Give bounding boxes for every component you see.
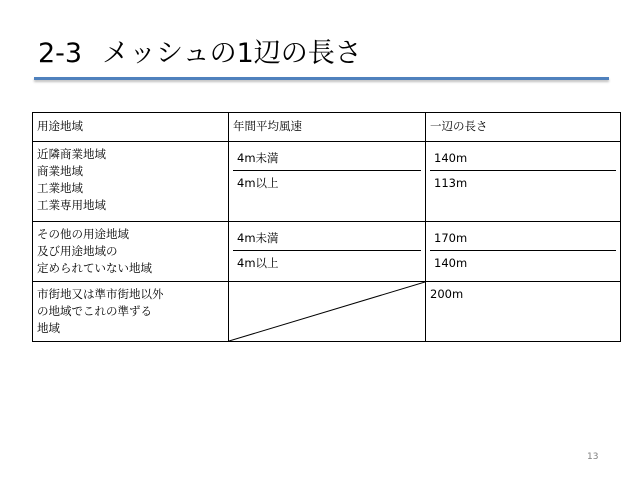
length-value: 140m [434,256,468,270]
header-area: 用途地域 [33,113,229,142]
page-number: 13 [587,452,599,462]
empty-diagonal-cell [229,282,426,342]
wind-cell [229,222,426,282]
slide-title [38,38,362,70]
table-row [33,142,621,222]
wind-value: 4m以上 [237,176,279,190]
area-line: 及び用途地域の [37,244,118,258]
area-line: 地域 [37,321,60,335]
wind-value: 4m以上 [237,256,279,270]
wind-cell [229,142,426,222]
area-line: 商業地域 [37,164,83,178]
wind-value: 4m未満 [233,146,421,171]
diagonal-line [229,282,425,341]
area-line: 市街地又は準市街地以外 [37,287,164,301]
area-cell [33,282,229,342]
length-value: 140m [430,146,616,171]
header-wind: 年間平均風速 [229,113,426,142]
mesh-size-table [32,112,621,342]
table-header-row [33,113,621,142]
title-text: メッシュの1辺の長さ [102,38,362,69]
area-line: 定められていない地域 [37,261,152,275]
table-row [33,222,621,282]
area-line: 工業地域 [37,181,83,195]
header-length: 一辺の長さ [426,113,621,142]
area-line: 近隣商業地域 [37,147,106,161]
area-line: 工業専用地域 [37,198,106,212]
title-underline [34,77,609,80]
length-value: 200m [426,282,621,342]
length-value: 113m [434,176,468,190]
length-value: 170m [430,226,616,251]
area-line: その他の用途地域 [37,227,129,241]
table-row [33,282,621,342]
section-number: 2-3 [38,38,83,69]
area-cell [33,222,229,282]
area-cell [33,142,229,222]
area-line: の地域でこれの準ずる [37,304,152,318]
length-cell [426,142,621,222]
wind-value: 4m未満 [233,226,421,251]
length-cell [426,222,621,282]
